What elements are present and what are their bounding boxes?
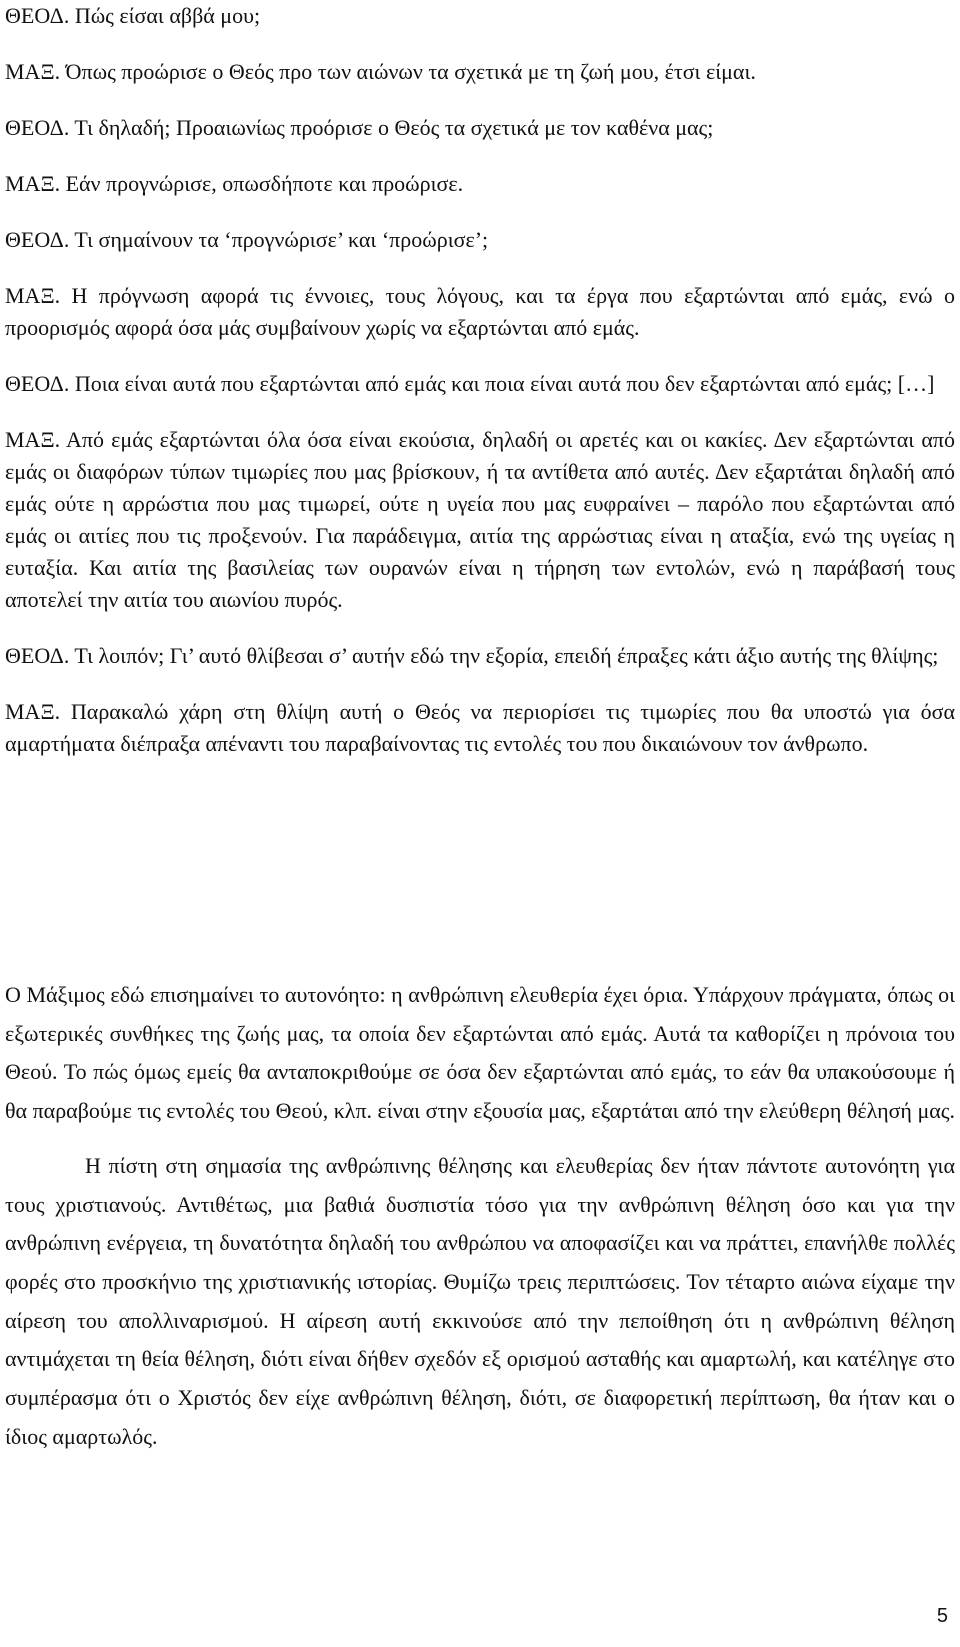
- commentary-section: [5, 976, 955, 1472]
- dialogue-line: ΘΕΟΔ. Πώς είσαι αββά μου;: [5, 3, 261, 28]
- page-number: 5: [936, 1605, 948, 1627]
- dialogue-line: ΘΕΟΔ. Ποια είναι αυτά που εξαρτώνται από εμάς και ποια είναι αυτά που δεν εξαρτώνται από εμάς; […]: [5, 371, 935, 396]
- dialogue-line: ΜΑΞ. Εάν προγνώρισε, οπωσδήποτε και προώρισε.: [5, 171, 464, 196]
- dialogue-line: ΘΕΟΔ. Τι σημαίνουν τα ‘προγνώρισε’ και ‘προώρισε’;: [5, 227, 489, 252]
- dialogue-line: ΜΑΞ. Όπως προώρισε ο Θεός προ των αιώνων τα σχετικά με τη ζωή μου, έτσι είμαι.: [5, 59, 756, 84]
- dialogue-line: ΜΑΞ. Παρακαλώ χάρη στη θλίψη αυτή ο Θεός να περιορίσει τις τιμωρίες που θα υποστώ για όσα αμαρτήματα διέπραξα απέναντι του παραβαίνοντας τις εντολές του που δικαιώνουν τον άνθρωπο.: [5, 699, 955, 756]
- commentary-paragraph: Η πίστη στη σημασία της ανθρώπινης θέλησης και ελευθερίας δεν ήταν πάντοτε αυτονόητη για τους χριστιανούς. Αντιθέτως, μια βαθιά δυσπιστία τόσο για την ανθρώπινη θέληση όσο και για την ανθρώπινη ενέργεια, τη δυνατότητα δηλαδή του ανθρώπου να αποφασίζει και να πράττει, επανήλθε πολλές φορές στο προσκήνιο της χριστιανικής ιστορίας. Θυμίζω τρεις περιπτώσεις. Τον τέταρτο αιώνα είχαμε την αίρεση του απολλιναρισμού. Η αίρεση αυτή εκκινούσε από την πεποίθηση ότι η ανθρώπινη θέληση αντιμάχεται τη θεία θέληση, διότι είναι δήθεν σχεδόν εξ ορισμού ασταθής και αμαρτωλή, και κατέληγε στο συμπέρασμα ότι ο Χριστός δεν είχε ανθρώπινη θέληση, διότι, σε διαφορετική περίπτωση, θα ήταν και ο ίδιος αμαρτωλός.: [5, 1152, 955, 1449]
- commentary-paragraph: Ο Μάξιμος εδώ επισημαίνει το αυτονόητο: η ανθρώπινη ελευθερία έχει όρια. Υπάρχουν πράγματα, όπως οι εξωτερικές συνθήκες της ζωής μας, τα οποία δεν εξαρτώνται από εμάς. Αυτά τα καθορίζει η πρόνοια του Θεού. Το πώς όμως εμείς θα ανταποκριθούμε σε όσα δεν εξαρτώνται από εμάς, το εάν θα υπακούσουμε ή θα παραβούμε τις εντολές του Θεού, κλπ. είναι στην εξουσία μας, εξαρτάται από την ελεύθερη θέλησή μας.: [5, 982, 955, 1124]
- dialogue-line: ΘΕΟΔ. Τι δηλαδή; Προαιωνίως προόρισε ο Θεός τα σχετικά με τον καθένα μας;: [5, 115, 714, 140]
- dialogue-line: ΜΑΞ. Από εμάς εξαρτώνται όλα όσα είναι εκούσια, δηλαδή οι αρετές και οι κακίες. Δεν εξαρτώνται από εμάς οι διαφόρων τύπων τιμωρίες που μας βρίσκουν, ή τα αντίθετα από αυτές. Δεν εξαρτάται δηλαδή από εμάς ούτε η αρρώστια που μας τιμωρεί, ούτε η υγεία που μας ευφραίνει – παρόλο που εξαρτώνται από εμάς οι αιτίες που τις προξενούν. Για παράδειγμα, αιτία της αρρώστιας είναι η αταξία, ενώ της υγείας η ευταξία. Και αιτία της βασιλείας των ουρανών είναι η τήρηση των εντολών, ενώ η παράβασή τους αποτελεί την αιτία του αιωνίου πυρός.: [5, 427, 955, 612]
- dialogue-section: [5, 0, 955, 784]
- dialogue-line: ΘΕΟΔ. Τι λοιπόν; Γι’ αυτό θλίβεσαι σ’ αυτήν εδώ την εξορία, επειδή έπραξες κάτι άξιο αυτής της θλίψης;: [5, 643, 939, 668]
- dialogue-line: ΜΑΞ. Η πρόγνωση αφορά τις έννοιες, τους λόγους, και τα έργα που εξαρτώνται από εμάς, ενώ ο προορισμός αφορά όσα μάς συμβαίνουν χωρίς να εξαρτώνται από εμάς.: [5, 283, 955, 340]
